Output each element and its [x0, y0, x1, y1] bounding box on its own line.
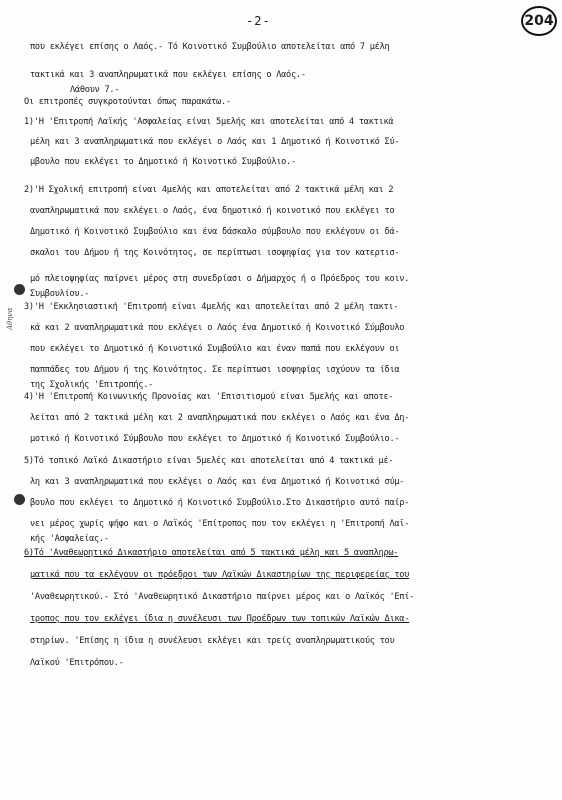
text-line: τακτικά και 3 αναπληρωματικά που εκλέγει επίσης ο Λαός.- [30, 70, 306, 80]
text-line: λείται από 2 τακτικά μέλη και 2 αναπληρωματικά που εκλέγει ο Λαός και ένα Δη- [30, 413, 410, 423]
text-line: Λαϊκού 'Επιτρόπου.- [30, 658, 124, 668]
text-line: της Σχολικής 'Επιτροπής.- [30, 380, 154, 390]
text-line: 4)'Η 'Επιτροπή Κοινωνικής Προνοίας και 'Επισιτισμού είναι 5μελής και αποτε- [24, 392, 394, 402]
text-line: μέλη και 3 αναπληρωματικά που εκλέγει ο Λαός και 1 Δημοτικό ή Κοινοτικό Σύ- [30, 137, 400, 147]
text-line: νει μέρος χωρίς ψήφο και ο Λαϊκός 'Επίτροπος που τον εκλέγει η 'Επιτροπή Λαϊ- [30, 519, 410, 529]
text-line: 1)'Η 'Επιτροπή Λαϊκής 'Ασφαλείας είναι 5μελής και αποτελείται από 4 τακτικά [24, 117, 394, 127]
text-line: που εκλέγει το Δημοτικό ή Κοινοτικό Συμβούλιο και έναν παπά που εκλέγουν οι [30, 344, 400, 354]
text-line: λη και 3 αναπληρωματικά που εκλέγει ο Λαός και ένα Δημοτικό ή Κοινοτικό σύμ- [30, 477, 405, 487]
text-line: Λάθουν 7.- [70, 85, 120, 95]
text-line: κά και 2 αναπληρωματικά που εκλέγει ο Λαός ένα Δημοτικό ή Κοινοτικό Σύμβουλο [30, 323, 405, 333]
text-line: 6)Τό 'Αναθεωρητικό Δικαστήριο αποτελείται από 5 τακτικά μέλη και 5 αναπληρω- [24, 548, 399, 558]
text-line: μοτικό ή Κοινοτικό Σύμβουλο που εκλέγει το Δημοτικό ή Κοινοτικό Συμβούλιο.- [30, 434, 400, 444]
text-line: βουλο που εκλέγει το Δημοτικό ή Κοινοτικό Συμβούλιο.Στο Δικαστήριο αυτό παίρ- [30, 498, 410, 508]
text-line: μβουλο που εκλέγει το Δημοτικό ή Κοινοτικό Συμβούλιο.- [30, 157, 296, 167]
text-line: παππάδες του Δήμου ή της Κοινότητος. Σε περίπτωσι ισοψηφίας ισχύουν τα ίδια [30, 365, 400, 375]
text-line: μό πλειοψηφίας παίρνει μέρος στη συνεδρίασι ο Δήμαρχος ή ο Πρόεδρος του κοιν. [30, 274, 410, 284]
text-line: στηρίων. 'Επίσης η ίδια η συνέλευσι εκλέγει και τρείς αναπληρωματικούς του [30, 636, 395, 646]
text-line: Συμβουλίου.- [30, 289, 90, 299]
text-line: που εκλέγει επίσης ο Λαός.- Τό Κοινοτικό Συμβούλιο αποτελείται από 7 μέλη [30, 42, 390, 52]
text-line: ματικά που τα εκλέγουν οι πρόεδροι των Λαϊκών Δικαστηρίων της περιφερείας του [30, 570, 410, 580]
text-line: Οι επιτροπές συγκροτούνται όπως παρακάτω.- [24, 97, 231, 107]
text-line: κής 'Ασφαλείας.- [30, 534, 109, 544]
punch-hole-icon [14, 494, 25, 505]
margin-handwritten-note: Αθηνα [6, 307, 14, 330]
text-line: 'Αναθεωρητικού.- Στό 'Αναθεωρητικό Δικαστήριο παίρνει μέρος και ο Λαϊκός 'Επί- [30, 592, 415, 602]
text-line: 2)'Η Σχολική επιτροπή είναι 4μελής και αποτελείται από 2 τακτικά μέλη και 2 [24, 185, 394, 195]
text-line: αναπληρωματικά που εκλέγει ο Λαός, ένα δημοτικό ή κοινοτικό που εκλέγει το [30, 206, 395, 216]
folio-number-circled: 204 [521, 6, 557, 36]
punch-hole-icon [14, 284, 25, 295]
text-line: 5)Τό τοπικό Λαϊκό Δικαστήριο είναι 5μελές και αποτελείται από 4 τακτικά μέ- [24, 456, 394, 466]
text-line: Δημοτικό ή Κοινοτικό Συμβούλιο και ένα δάσκαλο σύμβουλο που εκλέγουν οι δά- [30, 227, 400, 237]
text-line: σκαλοι του Δήμου ή της Κοινότητος, σε περίπτωσι ισοψηφίας για τον κατερτισ- [30, 248, 400, 258]
page-number: -2- [246, 14, 271, 28]
text-line: 3)'Η 'Εκκλησιαστική 'Επιτροπή είναι 4μελής και αποτελείται από 2 μέλη τακτι- [24, 302, 399, 312]
text-line: τροπος που τον εκλέγει ίδια η συνέλευσι των Προέδρων των τοπικών Λαϊκών Δικα- [30, 614, 410, 624]
